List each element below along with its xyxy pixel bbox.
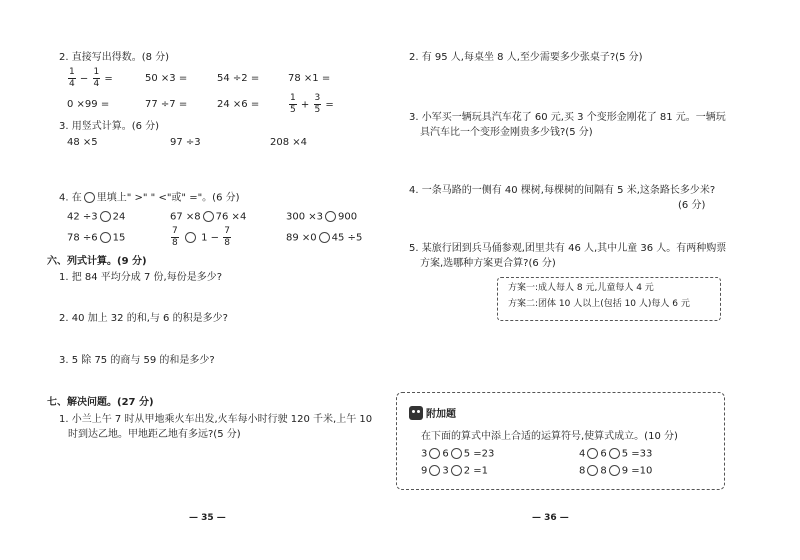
section-6-q2: 2. 40 加上 32 的和,与 6 的积是多少? — [59, 313, 228, 324]
calc-r1c2: 50 ×3 = — [145, 73, 188, 84]
compare-r1c2: 67 ×8 76 ×4 — [170, 211, 247, 223]
section-3-title: 3. 用竖式计算。(6 分) — [59, 121, 160, 132]
calc-r2c4: $\frac{1}{5}$ + $\frac{3}{5}$ = — [290, 93, 334, 115]
vertical-calc-1: 48 ×5 — [67, 137, 98, 148]
compare-r1c3: 300 ×3 900 — [286, 211, 358, 223]
operator-circle[interactable] — [587, 448, 598, 459]
section-7-title: 七、解决问题。(27 分) — [47, 397, 154, 408]
right-q4-line1: 4. 一条马路的一侧有 40 棵树,每棵树的间隔有 5 米,这条路长多少米? — [409, 185, 716, 196]
bonus-eq-2: 4 6 5 =33 — [579, 448, 653, 460]
bonus-eq-4: 8 8 9 =10 — [579, 465, 653, 477]
calc-r2c2: 77 ÷7 = — [145, 99, 188, 110]
bonus-eq-1: 3 6 5 =23 — [421, 448, 495, 460]
section-7-q1-line2: 时到达乙地。甲地距乙地有多远?(5 分) — [68, 429, 241, 440]
operator-circle[interactable] — [429, 465, 440, 476]
operator-circle[interactable] — [609, 448, 620, 459]
section-6-q1: 1. 把 84 平均分成 7 份,每份是多少? — [59, 272, 223, 283]
compare-circle[interactable] — [100, 211, 111, 222]
calc-r2c1: 0 ×99 = — [67, 99, 110, 110]
compare-r2c2: $\frac{7}{8}$ 1 − $\frac{7}{8}$ — [172, 226, 230, 248]
operator-circle[interactable] — [451, 448, 462, 459]
operator-circle[interactable] — [451, 465, 462, 476]
answer-circle[interactable] — [84, 192, 95, 203]
plan-1: 方案一:成人每人 8 元,儿童每人 4 元 — [508, 283, 654, 293]
compare-circle[interactable] — [319, 232, 330, 243]
vertical-calc-2: 97 ÷3 — [170, 137, 201, 148]
bonus-eq-3: 9 3 2 =1 — [421, 465, 489, 477]
right-q5-line1: 5. 某旅行团到兵马俑参观,团里共有 46 人,其中儿童 36 人。有两种购票 — [409, 243, 727, 254]
compare-r2c3: 89 ×0 45 ÷5 — [286, 232, 363, 244]
right-q2: 2. 有 95 人,每桌坐 8 人,至少需要多少张桌子?(5 分) — [409, 52, 643, 63]
calc-r2c3: 24 ×6 = — [217, 99, 260, 110]
bonus-title: 附加题 — [409, 405, 456, 420]
section-4-title: 4. 在 里填上" >" " <"或" ="。(6 分) — [59, 192, 240, 204]
right-q3-line1: 3. 小军买一辆玩具汽车花了 60 元,买 3 个变形金刚花了 81 元。一辆玩 — [409, 112, 726, 123]
calc-r1c1: $\frac{1}{4}$ − $\frac{1}{4}$ = — [69, 67, 113, 89]
section-2-title: 2. 直接写出得数。(8 分) — [59, 52, 170, 63]
page-number-right: — 36 — — [532, 513, 569, 523]
calc-r1c4: 78 ×1 = — [288, 73, 331, 84]
right-q3-line2: 具汽车比一个变形金刚贵多少钱?(5 分) — [420, 127, 593, 138]
page-number-left: — 35 — — [189, 513, 226, 523]
section-6-title: 六、列式计算。(9 分) — [47, 256, 147, 267]
operator-circle[interactable] — [609, 465, 620, 476]
operator-circle[interactable] — [429, 448, 440, 459]
compare-circle[interactable] — [203, 211, 214, 222]
section-7-q1-line1: 1. 小兰上午 7 时从甲地乘火车出发,火车每小时行驶 120 千米,上午 10 — [59, 414, 373, 425]
right-q4-line2: (6 分) — [678, 200, 706, 211]
robot-icon — [409, 406, 423, 420]
plan-2: 方案二:团体 10 人以上(包括 10 人)每人 6 元 — [508, 299, 690, 309]
section-6-q3: 3. 5 除 75 的商与 59 的和是多少? — [59, 355, 215, 366]
operator-circle[interactable] — [587, 465, 598, 476]
bonus-instruction: 在下面的算式中添上合适的运算符号,使算式成立。(10 分) — [421, 431, 678, 442]
compare-circle[interactable] — [185, 232, 196, 243]
compare-circle[interactable] — [100, 232, 111, 243]
compare-r1c1: 42 ÷3 24 — [67, 211, 126, 223]
compare-circle[interactable] — [325, 211, 336, 222]
compare-r2c1: 78 ÷6 15 — [67, 232, 126, 244]
vertical-calc-3: 208 ×4 — [270, 137, 308, 148]
right-q5-line2: 方案,选哪种方案更合算?(6 分) — [420, 258, 556, 269]
calc-r1c3: 54 ÷2 = — [217, 73, 260, 84]
